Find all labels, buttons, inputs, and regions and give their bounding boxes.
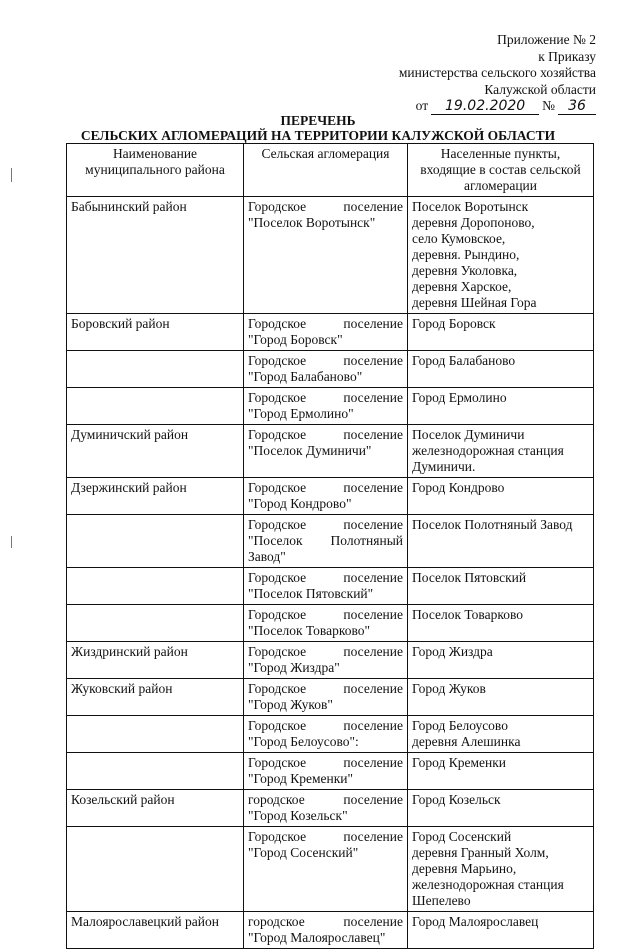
agglomeration-cell: Городское поселение "Город Боровск" [244, 314, 408, 351]
table-header [67, 144, 594, 197]
agglomeration-table [66, 143, 594, 949]
table-row [67, 478, 594, 515]
district-cell: Козельский район [67, 790, 244, 827]
appendix-label: Приложение № 2 [497, 32, 596, 47]
table-body [67, 197, 594, 949]
column-header-district: Наименование муниципального района [67, 144, 244, 197]
table-row [67, 642, 594, 679]
agglomeration-cell: Городское поселение "Город Жуков" [244, 679, 408, 716]
scan-margin-mark [11, 168, 12, 182]
date-prefix: от [415, 98, 429, 113]
table-row [67, 827, 594, 912]
settlements-cell: Город Боровск [408, 314, 594, 351]
document-subtitle: СЕЛЬСКИХ АГЛОМЕРАЦИЙ НА ТЕРРИТОРИИ КАЛУЖСКОЙ ОБЛАСТИ [80, 128, 556, 143]
settlements-cell: Поселок Воротынск деревня Доропоново, село Кумовское, деревня. Рындино, деревня Уколовка, деревня Харское, деревня Шейная Гора [408, 197, 594, 314]
district-cell [67, 605, 244, 642]
table-row [67, 753, 594, 790]
settlements-cell: Город Козельск [408, 790, 594, 827]
agglomeration-cell: городское поселение "Город Козельск" [244, 790, 408, 827]
settlements-cell: Поселок Думиничи железнодорожная станция Думиничи. [408, 425, 594, 478]
region-name: Калужской области [484, 81, 596, 97]
agglomeration-cell: Городское поселение "Город Сосенский" [244, 827, 408, 912]
table-row [67, 388, 594, 425]
settlements-cell: Город Кременки [408, 753, 594, 790]
district-cell: Дзержинский район [67, 478, 244, 515]
table-header-row [67, 144, 594, 197]
settlements-cell: Город Сосенский деревня Гранный Холм, деревня Марьино, железнодорожная станция Шепелево [408, 827, 594, 912]
column-header-settlements: Населенные пункты, входящие в состав сельской агломерации [408, 144, 594, 197]
table-row [67, 425, 594, 478]
document-header [399, 32, 596, 115]
agglomeration-cell: Городское поселение "Город Жиздра" [244, 642, 408, 679]
table-row [67, 679, 594, 716]
table-row [67, 716, 594, 753]
district-cell [67, 827, 244, 912]
ministry-name: министерства сельского хозяйства [398, 65, 596, 80]
district-cell [67, 351, 244, 388]
district-cell: Жуковский район [67, 679, 244, 716]
agglomeration-cell: Городское поселение "Поселок Пятовский" [244, 568, 408, 605]
table-row [67, 605, 594, 642]
settlements-cell: Город Балабаново [408, 351, 594, 388]
agglomeration-cell: Городское поселение "Город Кременки" [244, 753, 408, 790]
agglomeration-cell: Городское поселение "Поселок Полотняный Завод" [244, 515, 408, 568]
settlements-cell: Город Белоусово деревня Алешинка [408, 716, 594, 753]
table-row [67, 351, 594, 388]
table-row [67, 912, 594, 949]
district-cell [67, 716, 244, 753]
number-label: № [542, 98, 555, 113]
agglomeration-cell: Городское поселение "Поселок Воротынск" [244, 197, 408, 314]
agglomeration-cell: Городское поселение "Город Ермолино" [244, 388, 408, 425]
agglomeration-cell: Городское поселение "Город Белоусово": [244, 716, 408, 753]
handwritten-number: 36 [558, 99, 596, 115]
district-cell: Малоярославецкий район [67, 912, 244, 949]
agglomeration-cell: Городское поселение "Город Кондрово" [244, 478, 408, 515]
agglomeration-cell: Городское поселение "Поселок Думиничи" [244, 425, 408, 478]
district-cell [67, 568, 244, 605]
district-cell: Жиздринский район [67, 642, 244, 679]
table-row [67, 197, 594, 314]
scan-margin-mark [11, 536, 12, 548]
district-cell: Боровский район [67, 314, 244, 351]
settlements-cell: Город Жиздра [408, 642, 594, 679]
district-cell: Думиничский район [67, 425, 244, 478]
table-row [67, 314, 594, 351]
table-row [67, 568, 594, 605]
document-title: ПЕРЕЧЕНЬ [280, 113, 356, 128]
agglomeration-cell: Городское поселение "Город Балабаново" [244, 351, 408, 388]
order-reference: к Приказу [538, 48, 596, 64]
settlements-cell: Поселок Пятовский [408, 568, 594, 605]
settlements-cell: Город Малоярославец [408, 912, 594, 949]
district-cell [67, 753, 244, 790]
settlements-cell: Город Кондрово [408, 478, 594, 515]
district-cell: Бабынинский район [67, 197, 244, 314]
agglomeration-cell: Городское поселение "Поселок Товарково" [244, 605, 408, 642]
district-cell [67, 515, 244, 568]
settlements-cell: Город Жуков [408, 679, 594, 716]
settlements-cell: Город Ермолино [408, 388, 594, 425]
district-cell [67, 388, 244, 425]
agglomeration-cell: городское поселение "Город Малоярославец" [244, 912, 408, 949]
settlements-cell: Поселок Товарково [408, 605, 594, 642]
table-row [67, 790, 594, 827]
settlements-cell: Поселок Полотняный Завод [408, 515, 594, 568]
column-header-agglomeration: Сельская агломерация [244, 144, 408, 197]
table-row [67, 515, 594, 568]
handwritten-date: 19.02.2020 [431, 99, 539, 115]
